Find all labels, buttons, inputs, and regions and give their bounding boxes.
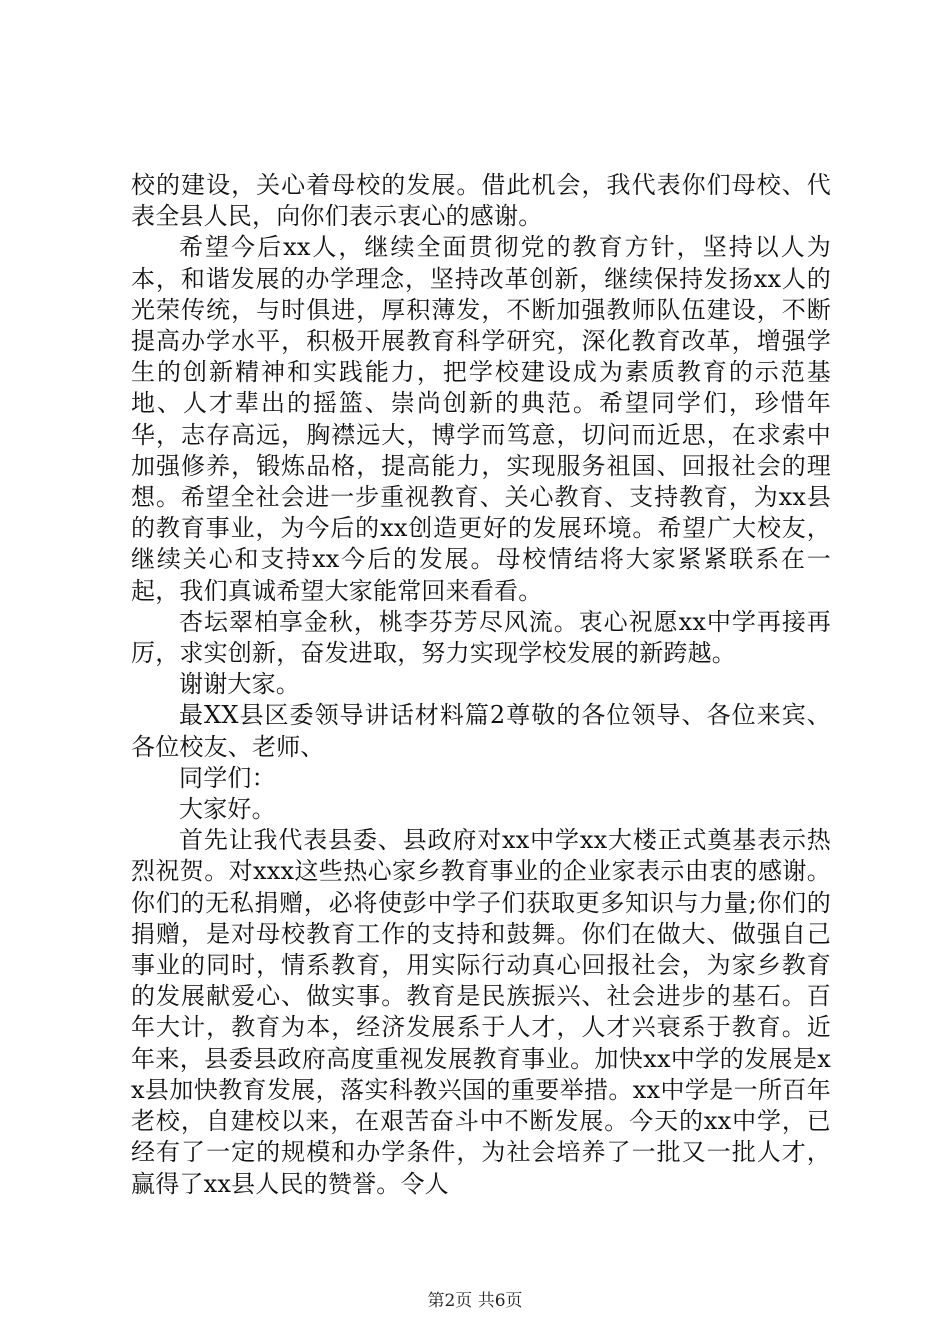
paragraph: 同学们： bbox=[179, 763, 276, 792]
paragraph: 大家好。 bbox=[179, 795, 276, 824]
paragraph: 希望今后xx人，继续全面贯彻党的教育方针，坚持以人为本，和谐发展的办学理念，坚持改革创新，继续保持发扬xx人的光荣传统，与时俱进，厚积薄发，不断加强教师队伍建设，不断提高办学水平，积极开展教育科学研究，深化教育改革，增强学生的创新精神和实践能力，把学校建设成为素质教育的示范基地、人才辈出的摇篮、崇尚创新的典范。希望同学们，珍惜年华，志存高远，胸襟远大，博学而笃意，切问而近思，在求索中加强修养，锻炼品格，提高能力，实现服务祖国、回报社会的理想。希望全社会进一步重视教育、关心教育、支持教育，为xx县的教育事业，为今后的xx创造更好的发展环境。希望广大校友，继续关心和支持xx今后的发展。母校情结将大家紧紧联系在一起，我们真诚希望大家能常回来看看。 bbox=[131, 233, 831, 605]
paragraph: 谢谢大家。 bbox=[179, 670, 300, 699]
paragraph: 最XX县区委领导讲话材料篇2尊敬的各位领导、各位来宾、各位校友、老师、 bbox=[131, 701, 831, 761]
paragraph: 杏坛翠柏享金秋，桃李芬芳尽风流。衷心祝愿xx中学再接再厉，求实创新，奋发进取，努力实现学校发展的新跨越。 bbox=[131, 607, 831, 668]
paragraph: 首先让我代表县委、县政府对xx中学xx大楼正式奠基表示热烈祝贺。对xxx这些热心家乡教育事业的企业家表示由衷的感谢。你们的无私捐赠，必将使彭中学子们获取更多知识与力量;你们的捐赠，是对母校教育工作的支持和鼓舞。你们在做大、做强自己事业的同时，情系教育，用实际行动真心回报社会，为家乡教育的发展献爱心、做实事。教育是民族振兴、社会进步的基石。百年大计，教育为本，经济发展系于人才，人才兴衰系于教育。近年来，县委县政府高度重视发展教育事业。加快xx中学的发展是xx县加快教育发展，落实科教兴国的重要举措。xx中学是一所百年老校，自建校以来，在艰苦奋斗中不断发展。今天的xx中学，已经有了一定的规模和办学条件，为社会培养了一批又一批人才，赢得了xx县人民的赞誉。令人 bbox=[131, 826, 831, 1198]
document-body bbox=[131, 170, 831, 1200]
paragraph: 校的建设，关心着母校的发展。借此机会，我代表你们母校、代表全县人民，向你们表示衷心的感谢。 bbox=[131, 171, 831, 231]
page-number-footer: 第2页 共6页 bbox=[427, 1291, 523, 1311]
